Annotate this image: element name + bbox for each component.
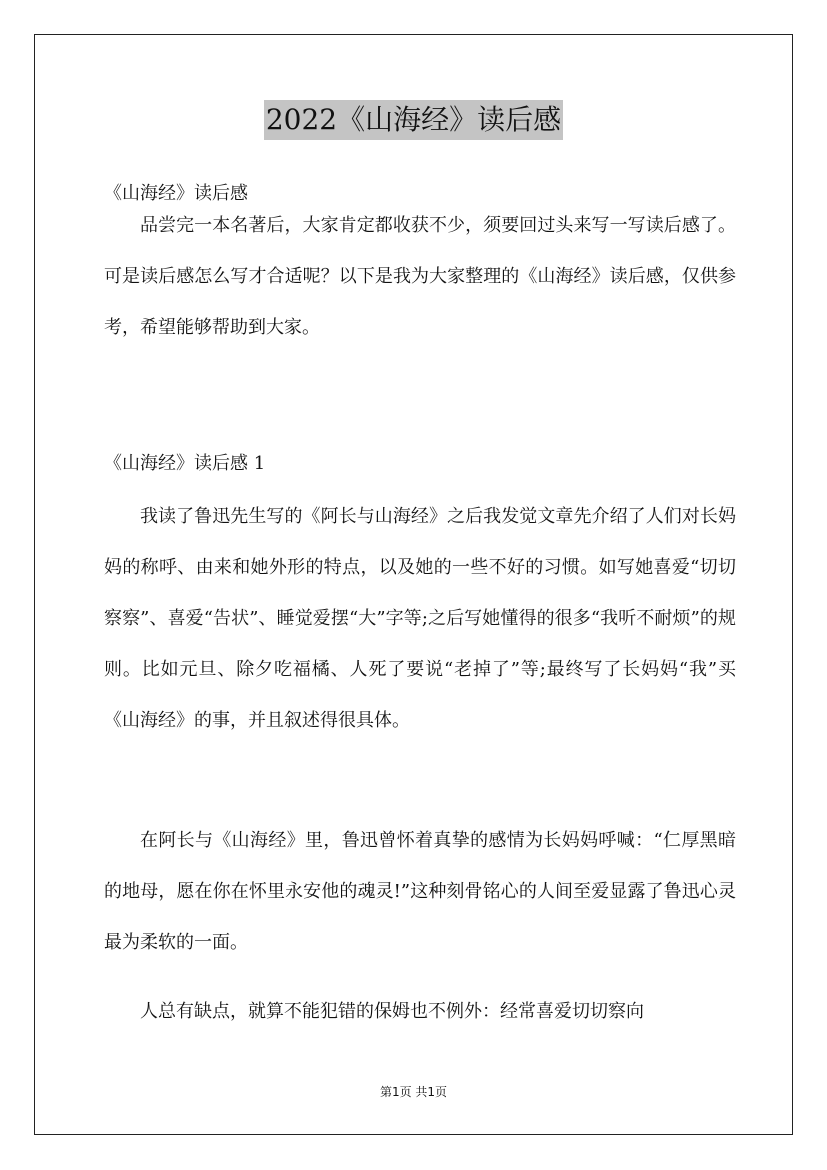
body-paragraph-2: 在阿长与《山海经》里，鲁迅曾怀着真挚的感情为长妈妈呼喊：“仁厚黑暗的地母，愿在你在怀里永安他的魂灵!”这种刻骨铭心的人间至爱显露了鲁迅心灵最为柔软的一面。	[104, 830, 736, 953]
intro-paragraph: 品尝完一本名著后，大家肯定都收获不少，须要回过头来写一写读后感了。可是读后感怎么写才合适呢？以下是我为大家整理的《山海经》读后感，仅供参考，希望能够帮助到大家。	[104, 215, 736, 338]
body-paragraph-1: 我读了鲁迅先生写的《阿长与山海经》之后我发觉文章先介绍了人们对长妈妈的称呼、由来和她外形的特点，以及她的一些不好的习惯。如写她喜爱“切切察察”、喜爱“告状”、睡觉爱摆“大”字等;之后写她懂得的很多“我听不耐烦”的规则。比如元旦、除夕吃福橘、人死了要说“老掉了”等;最终写了长妈妈“我”买《山海经》的事，并且叙述得很具体。	[104, 506, 736, 731]
body-paragraph-3: 人总有缺点，就算不能犯错的保姆也不例外：经常喜爱切切察向	[140, 1001, 644, 1022]
title-container	[0, 100, 827, 140]
document-title: 2022《山海经》读后感	[264, 100, 563, 140]
section-heading: 《山海经》读后感 1	[104, 453, 266, 474]
page-footer: 第1页 共1页	[379, 1085, 448, 1099]
document-subtitle: 《山海经》读后感	[104, 183, 248, 204]
